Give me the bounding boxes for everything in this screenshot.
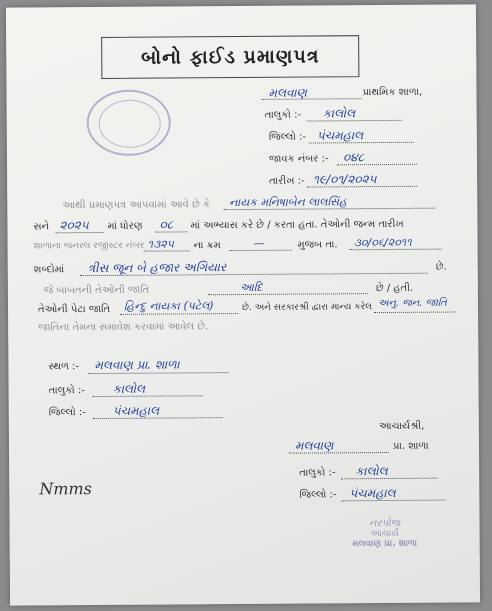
- right-district-label: જિલ્લો :-: [299, 489, 337, 501]
- header-district-label: જિલ્લો :-: [268, 131, 307, 143]
- header-date-value: ૧૯/૦૧/૨૦૨૫: [313, 172, 377, 187]
- body-line2-a: સને: [33, 221, 50, 233]
- stamp-signature: નરપોજ: [368, 517, 401, 530]
- header-taluka-value: કાલોલ: [322, 106, 356, 121]
- title-box: [101, 35, 359, 79]
- place-value: મલવાણ પ્રા. શાળા: [94, 357, 180, 373]
- body-line6-suffix: છે. અને સરકારશ્રી દ્વારા માન્ય કરેલ: [241, 302, 373, 314]
- kram-value: —: [253, 236, 265, 250]
- footer-taluka-value: કાલોલ: [112, 381, 146, 396]
- right-taluka-value: કાલોલ: [355, 463, 388, 479]
- category-value: અનુ. જન. જાતિ: [377, 297, 447, 310]
- dob-in-words: ત્રીસ જૂન બે હજાર અગિયાર: [87, 260, 227, 276]
- footer-taluka-label: તાલુકો :-: [48, 385, 85, 397]
- jati-value: આદિ: [239, 280, 263, 295]
- body-line1-prefix: આથી પ્રમાણપત્ર આપવામાં આવે છે કે: [62, 199, 210, 212]
- stamp-school: મલવાણ પ્રા. શાળા: [352, 538, 418, 550]
- certificate-page: [6, 4, 480, 605]
- principal-label: આચાર્યશ્રી,: [378, 420, 425, 433]
- dob-value: ૩૦/૦૬/૨૦૧૧: [353, 235, 412, 250]
- body-line3-mid: ના ક્રમ: [193, 240, 221, 252]
- body-line3-prefix: શાળાના જનરલ રજીસ્ટર નંબર: [33, 240, 145, 252]
- year-value: ૨૦૨૫: [59, 218, 89, 233]
- header-outward-value: ૦૪૮: [342, 150, 365, 165]
- document-title: બોનો ફાઈડ પ્રમાણપત્ર: [140, 45, 320, 69]
- stamp-role: આચાર્ય: [370, 528, 399, 540]
- body-line3-b: મુજબ તા.: [297, 239, 338, 251]
- body-line7: જાતિના તેમના સમાવેશ કરવામાં આવેલ છે.: [38, 321, 209, 334]
- footer-school-name: મલવાણ: [294, 438, 334, 453]
- student-name: નાયક મનિષાબેન લાલસિંહ: [229, 195, 347, 210]
- body-line4-suffix: છે.: [435, 261, 447, 273]
- body-line4-prefix: શબ્દોમાં: [33, 264, 65, 276]
- header-date-label: તારીખ :-: [269, 175, 305, 187]
- std-value: ૦૮: [159, 217, 174, 232]
- body-line2-c: માં અભ્યાસ કરે છે / કરતા હતા. તેઓની જન્મ તારીખ: [190, 218, 404, 232]
- header-school-name: મલવાણ: [268, 85, 308, 100]
- footer-district-value: પંચમહાલ: [112, 403, 160, 418]
- header-taluka-label: તાલુકો :-: [264, 109, 302, 121]
- principal-stamp: [309, 517, 459, 570]
- body-line2-b: માં ધોરણ: [107, 220, 143, 232]
- school-seal: [86, 90, 170, 157]
- header-district-value: પંચમહાલ: [316, 128, 364, 143]
- right-taluka-label: તાલુકો :-: [299, 467, 336, 479]
- header-school-label: પ્રાથમિક શાળા,: [362, 86, 423, 99]
- body-line6-prefix: તેઓની પેટા જાતિ: [37, 303, 111, 316]
- footer-school-label: પ્રા. શાળા: [392, 440, 429, 452]
- sub-caste-value: હિન્દુ નાયકા (પટેલ): [123, 299, 214, 313]
- nmms-note: Nmms: [39, 479, 92, 499]
- gr-number: ૧૩૨૫: [147, 237, 175, 251]
- body-line5-suffix: છે / હતી.: [375, 282, 414, 295]
- footer-district-label: જિલ્લો :-: [48, 407, 86, 419]
- header-outward-label: જાવક નંબર :-: [268, 153, 329, 165]
- body-line5-prefix: જે બાબતની તેઓની જાતિ: [43, 284, 150, 297]
- place-label: સ્થળ :-: [48, 361, 80, 373]
- right-district-value: પંચમહાલ: [349, 485, 396, 501]
